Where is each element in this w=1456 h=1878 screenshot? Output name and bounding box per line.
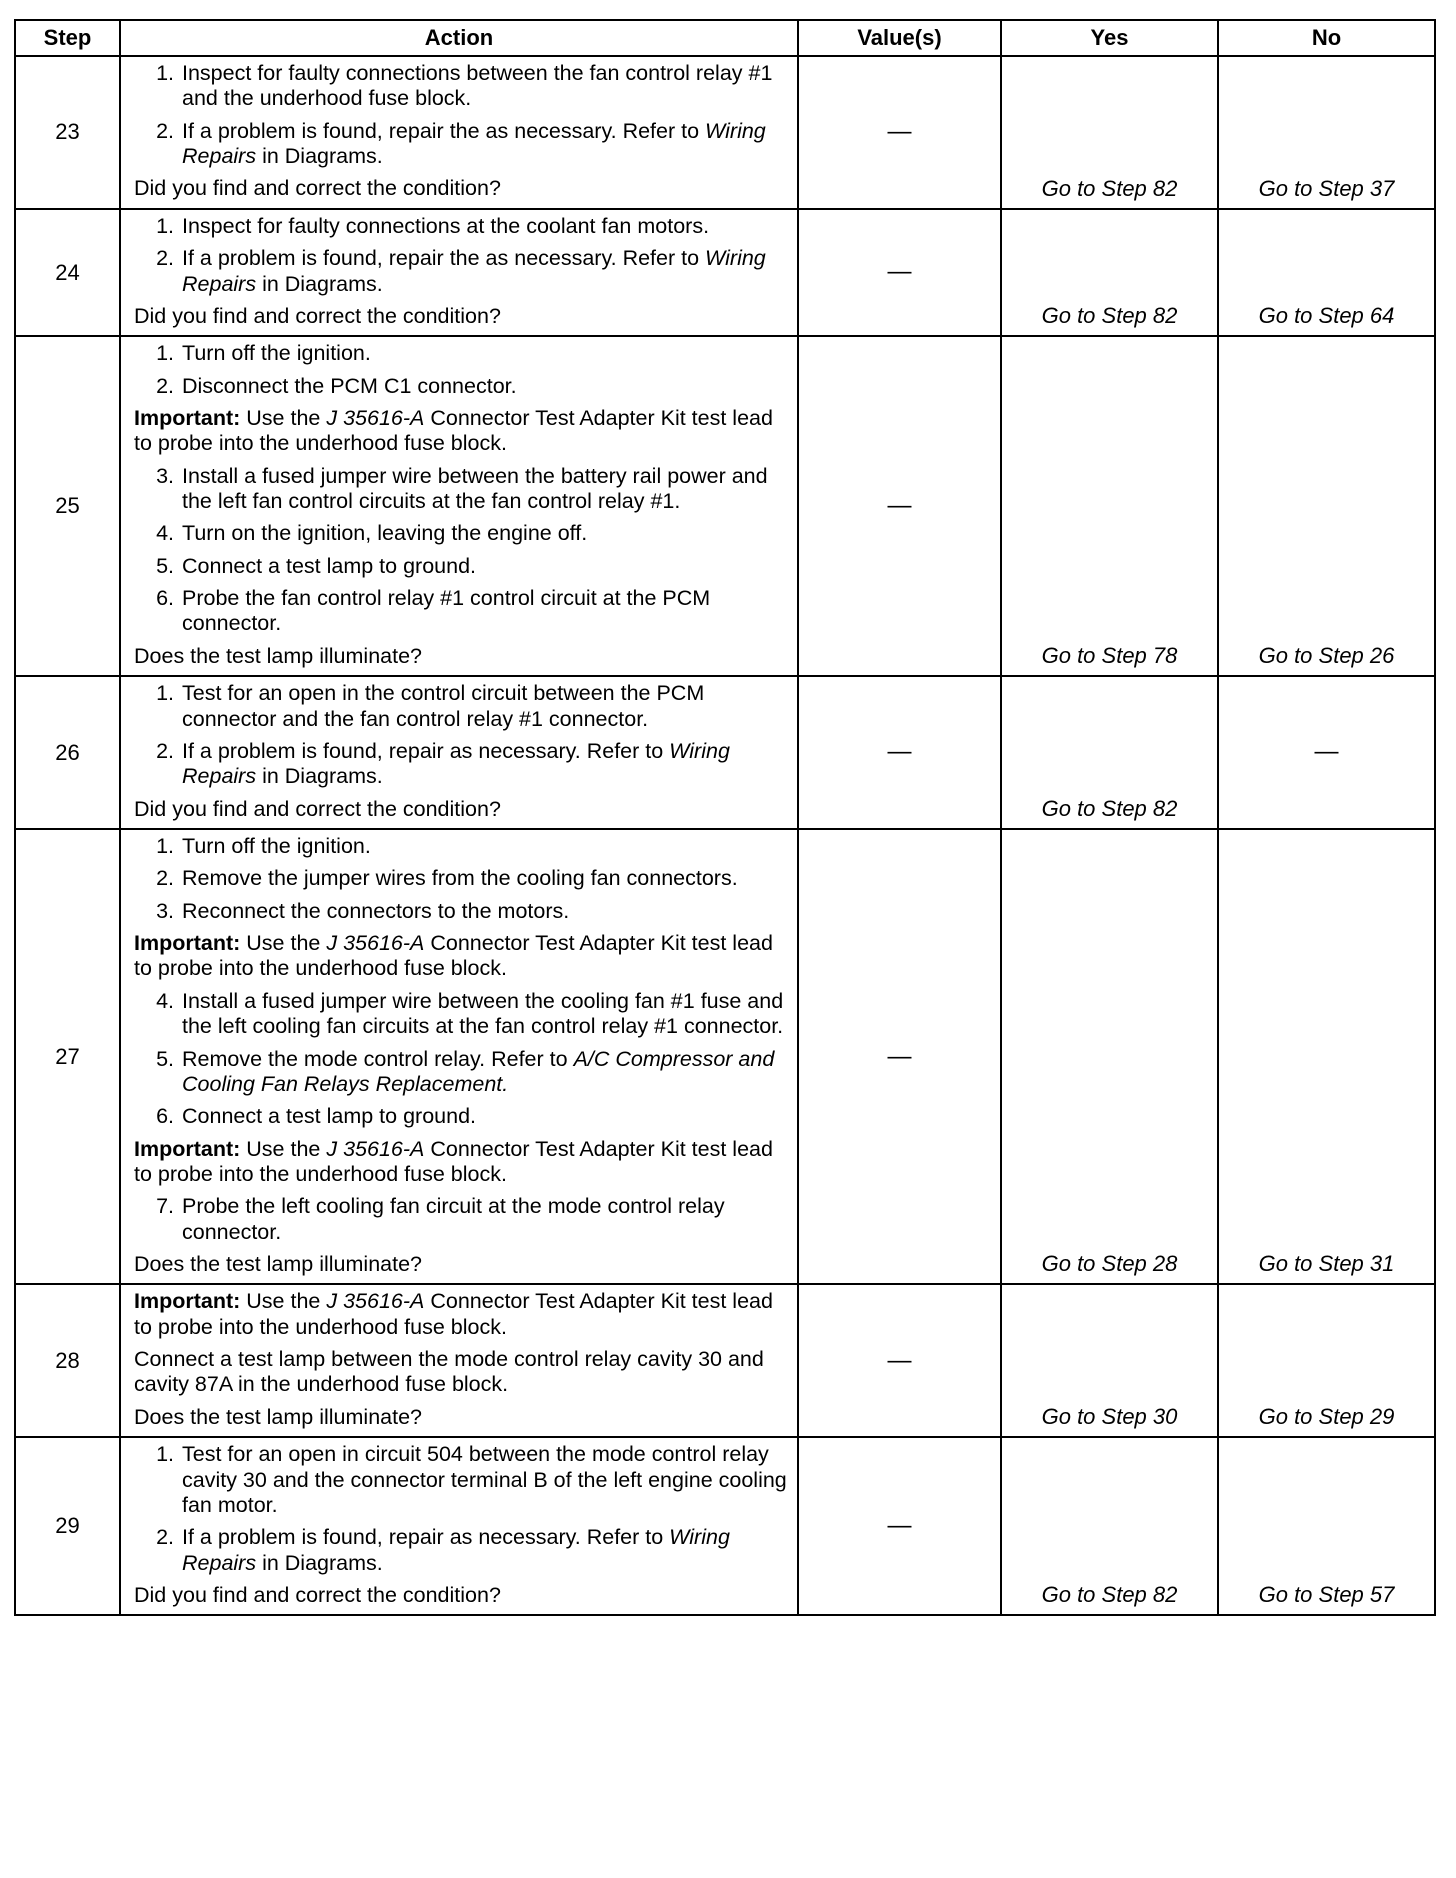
action-item-text: Connect a test lamp to ground. xyxy=(182,1104,477,1129)
action-item-number: 1. xyxy=(156,213,174,238)
step-number: 28 xyxy=(15,1284,120,1437)
table-row xyxy=(15,56,1435,209)
action-item-number: 1. xyxy=(156,833,174,858)
action-cell xyxy=(120,1437,798,1615)
action-item xyxy=(134,246,789,297)
action-item xyxy=(134,1442,789,1518)
table-row xyxy=(15,676,1435,829)
action-item xyxy=(134,374,789,399)
action-item-text: Turn off the ignition. xyxy=(182,833,371,858)
no-cell: Go to Step 57 xyxy=(1218,1437,1435,1615)
action-item-text: If a problem is found, repair as necessary. Refer to Wiring Repairs in Diagrams. xyxy=(182,738,730,789)
action-item xyxy=(134,521,789,546)
action-item xyxy=(134,866,789,891)
step-number: 24 xyxy=(15,209,120,336)
yes-cell: Go to Step 82 xyxy=(1001,56,1218,209)
action-item xyxy=(134,1104,789,1129)
action-item-text: Inspect for faulty connections at the coolant fan motors. xyxy=(182,213,710,238)
action-item-number: 2. xyxy=(156,373,174,398)
action-item-text: If a problem is found, repair the as necessary. Refer to Wiring Repairs in Diagrams. xyxy=(182,118,766,169)
diagnostic-table xyxy=(14,19,1436,1616)
action-item-number: 1. xyxy=(156,61,174,85)
action-note: Important: Use the J 35616-A Connector Test Adapter Kit test lead to probe into the underhood fuse block. xyxy=(134,405,773,456)
header-action: Action xyxy=(120,20,798,56)
action-item-number: 6. xyxy=(156,586,174,611)
action-question: Does the test lamp illuminate? xyxy=(134,1252,423,1277)
yes-cell: Go to Step 82 xyxy=(1001,209,1218,336)
value-cell: — xyxy=(798,336,1001,676)
action-item-number: 2. xyxy=(156,118,174,143)
action-item-number: 4. xyxy=(156,521,174,546)
step-number: 27 xyxy=(15,829,120,1284)
table-row xyxy=(15,336,1435,676)
action-cell xyxy=(120,56,798,209)
header-step: Step xyxy=(15,20,120,56)
action-item-text: Reconnect the connectors to the motors. xyxy=(182,898,570,923)
yes-cell: Go to Step 78 xyxy=(1001,336,1218,676)
step-number: 23 xyxy=(15,56,120,209)
step-number: 26 xyxy=(15,676,120,829)
header-no: No xyxy=(1218,20,1435,56)
action-item xyxy=(134,464,789,515)
action-item xyxy=(134,989,789,1040)
action-question: Did you find and correct the condition? xyxy=(134,303,501,328)
no-cell: Go to Step 29 xyxy=(1218,1284,1435,1437)
action-item-text: If a problem is found, repair the as necessary. Refer to Wiring Repairs in Diagrams. xyxy=(182,246,766,296)
table-row xyxy=(15,829,1435,1284)
no-cell: Go to Step 37 xyxy=(1218,56,1435,209)
yes-cell: Go to Step 82 xyxy=(1001,1437,1218,1615)
action-item-number: 2. xyxy=(156,866,174,891)
action-note: Connect a test lamp between the mode control relay cavity 30 and cavity 87A in the underhood fuse block. xyxy=(134,1347,764,1397)
action-item-number: 2. xyxy=(156,246,174,271)
action-item-number: 5. xyxy=(156,1046,174,1071)
action-question: Does the test lamp illuminate? xyxy=(134,643,423,668)
table-row xyxy=(15,1437,1435,1615)
action-item-text: Test for an open in circuit 504 between the mode control relay cavity 30 and the connector terminal B of the left engine cooling fan motor. xyxy=(182,1442,787,1517)
action-item-text: Disconnect the PCM C1 connector. xyxy=(182,373,517,398)
action-item-number: 1. xyxy=(156,341,174,366)
action-item-number: 6. xyxy=(156,1104,174,1129)
action-item-number: 3. xyxy=(156,463,174,488)
action-item xyxy=(134,119,789,170)
action-item-number: 4. xyxy=(156,988,174,1013)
action-cell xyxy=(120,676,798,829)
action-item-number: 2. xyxy=(156,1525,174,1550)
action-question: Does the test lamp illuminate? xyxy=(134,1404,423,1429)
action-item xyxy=(134,1525,789,1576)
action-item-text: Probe the fan control relay #1 control circuit at the PCM connector. xyxy=(182,586,711,636)
action-item-text: Connect a test lamp to ground. xyxy=(182,553,477,578)
step-number: 29 xyxy=(15,1437,120,1615)
action-item-number: 1. xyxy=(156,681,174,706)
action-item xyxy=(134,899,789,924)
action-item xyxy=(134,341,789,366)
value-cell: — xyxy=(798,1284,1001,1437)
action-item xyxy=(134,834,789,859)
action-item-text: Turn off the ignition. xyxy=(182,341,371,366)
action-item xyxy=(134,681,789,732)
action-item-number: 3. xyxy=(156,898,174,923)
no-cell: — xyxy=(1218,676,1435,829)
action-item-text: If a problem is found, repair as necessary. Refer to Wiring Repairs in Diagrams. xyxy=(182,1525,730,1575)
header-yes: Yes xyxy=(1001,20,1218,56)
no-cell: Go to Step 31 xyxy=(1218,829,1435,1284)
action-question: Did you find and correct the condition? xyxy=(134,176,501,201)
action-cell xyxy=(120,829,798,1284)
action-note: Important: Use the J 35616-A Connector Test Adapter Kit test lead to probe into the underhood fuse block. xyxy=(134,1289,773,1339)
action-item-text: Install a fused jumper wire between the cooling fan #1 fuse and the left cooling fan circuits at the fan control relay #1 connector. xyxy=(182,988,784,1039)
action-item xyxy=(134,739,789,790)
action-item-number: 1. xyxy=(156,1442,174,1467)
action-item-number: 7. xyxy=(156,1194,174,1219)
action-note: Important: Use the J 35616-A Connector Test Adapter Kit test lead to probe into the underhood fuse block. xyxy=(134,931,773,981)
action-item-text: Turn on the ignition, leaving the engine off. xyxy=(182,521,588,546)
yes-cell: Go to Step 82 xyxy=(1001,676,1218,829)
action-item xyxy=(134,586,789,637)
action-item-text: Install a fused jumper wire between the battery rail power and the left fan control circuits at the fan control relay #1. xyxy=(182,463,768,514)
table-row xyxy=(15,209,1435,336)
action-note: Important: Use the J 35616-A Connector Test Adapter Kit test lead to probe into the underhood fuse block. xyxy=(134,1136,773,1186)
value-cell: — xyxy=(798,209,1001,336)
header-row xyxy=(15,20,1435,56)
action-cell xyxy=(120,209,798,336)
no-cell: Go to Step 64 xyxy=(1218,209,1435,336)
step-number: 25 xyxy=(15,336,120,676)
value-cell: — xyxy=(798,1437,1001,1615)
action-item xyxy=(134,1047,789,1098)
action-item-text: Probe the left cooling fan circuit at the mode control relay connector. xyxy=(182,1194,725,1244)
action-item-text: Inspect for faulty connections between the fan control relay #1 and the underhood fuse block. xyxy=(182,61,773,111)
value-cell: — xyxy=(798,829,1001,1284)
no-cell: Go to Step 26 xyxy=(1218,336,1435,676)
action-cell xyxy=(120,1284,798,1437)
value-cell: — xyxy=(798,676,1001,829)
value-cell: — xyxy=(798,56,1001,209)
action-item xyxy=(134,61,789,112)
action-item-number: 5. xyxy=(156,553,174,578)
action-item xyxy=(134,554,789,579)
action-item-number: 2. xyxy=(156,738,174,763)
yes-cell: Go to Step 30 xyxy=(1001,1284,1218,1437)
yes-cell: Go to Step 28 xyxy=(1001,829,1218,1284)
action-item-text: Test for an open in the control circuit between the PCM connector and the fan control relay #1 connector. xyxy=(182,681,705,731)
action-item xyxy=(134,1194,789,1245)
action-question: Did you find and correct the condition? xyxy=(134,796,501,821)
action-item-text: Remove the jumper wires from the cooling fan connectors. xyxy=(182,866,738,891)
table-row xyxy=(15,1284,1435,1437)
action-cell xyxy=(120,336,798,676)
action-question: Did you find and correct the condition? xyxy=(134,1582,501,1607)
action-item xyxy=(134,214,789,239)
action-item-text: Remove the mode control relay. Refer to A/C Compressor and Cooling Fan Relays Replacement. xyxy=(182,1046,775,1096)
header-values: Value(s) xyxy=(798,20,1001,56)
